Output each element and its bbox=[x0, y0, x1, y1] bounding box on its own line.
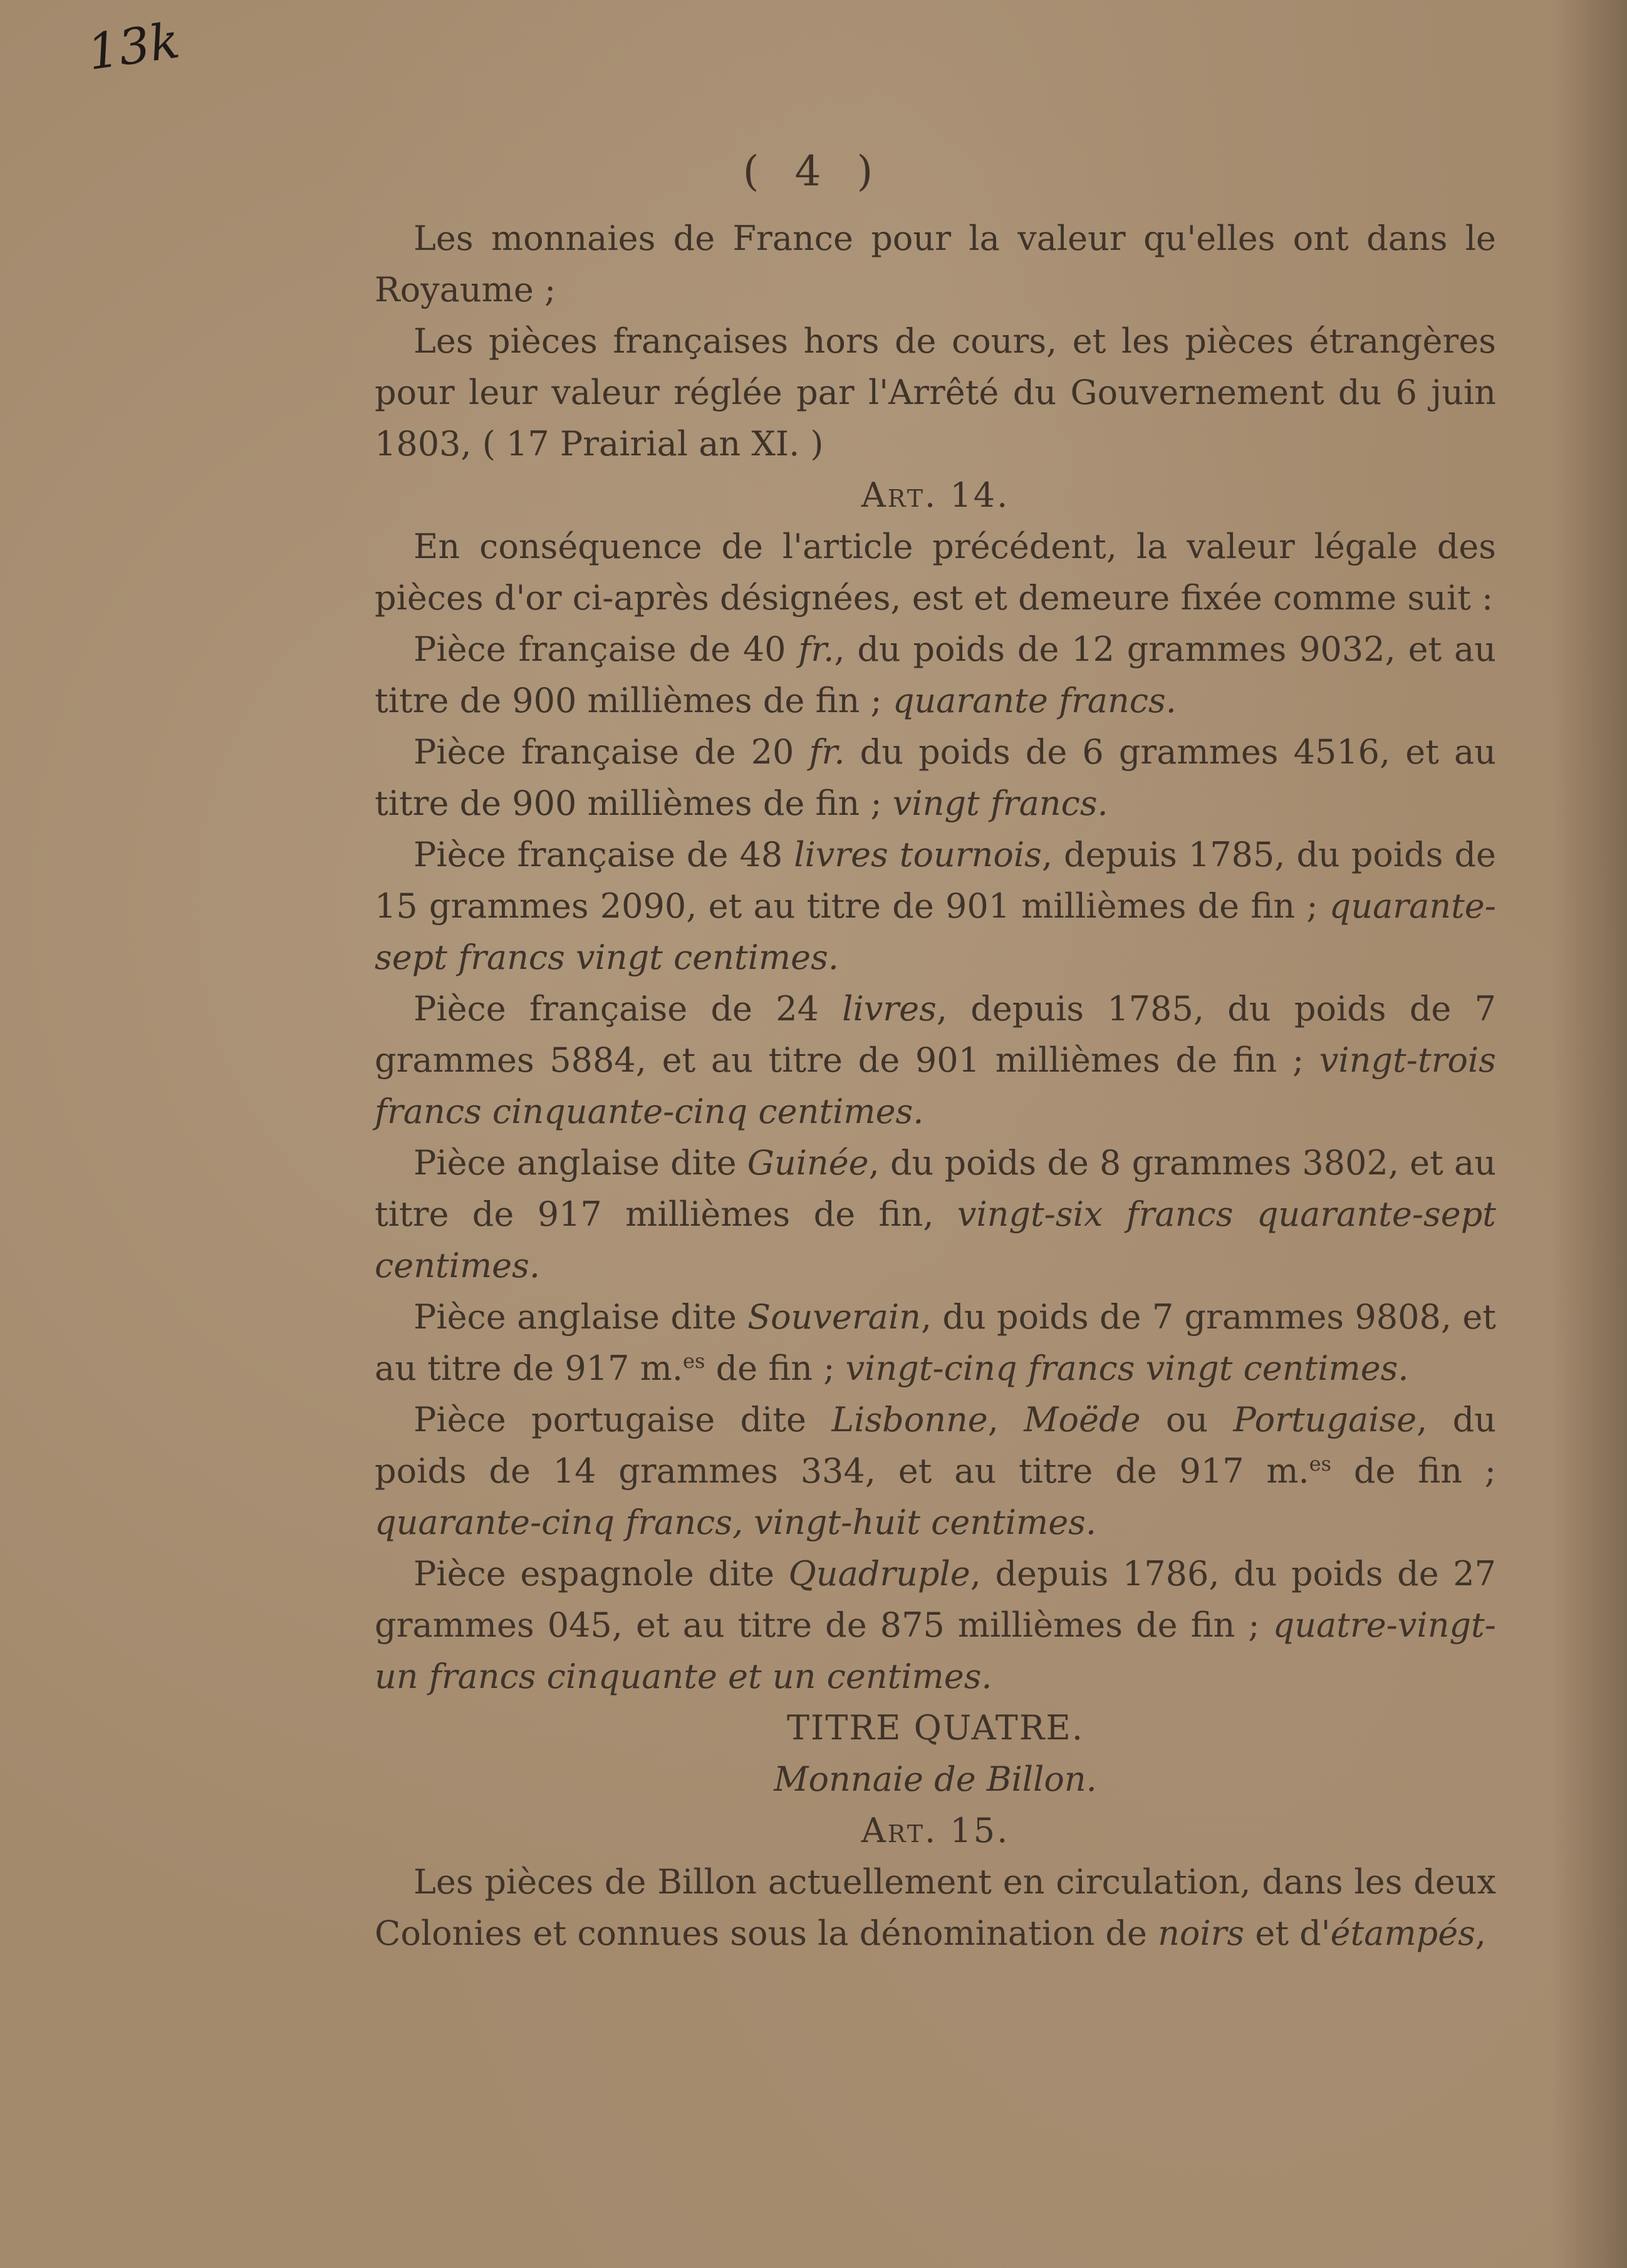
paragraph-piece-48-livres: Pièce française de 48 livres tournois, depuis 1785, du poids de 15 grammes 2090, et au titre de 901 millièmes de fin ; quarante-sept francs vingt centimes. bbox=[375, 835, 1496, 977]
title-quatre-heading: TITRE QUATRE. bbox=[786, 1708, 1084, 1748]
paragraph-piece-40-fr: Pièce française de 40 fr., du poids de 12 grammes 9032, et au titre de 900 millièmes de fin ; quarante francs. bbox=[375, 629, 1497, 720]
page-edge-shadow bbox=[1552, 0, 1627, 2268]
paragraph-quadruple: Pièce espagnole dite Quadruple, depuis 1786, du poids de 27 grammes 045, et au titre de 875 millièmes de fin ; quatre-vingt-un francs cinquante et un centimes. bbox=[375, 1554, 1496, 1696]
paragraph-piece-20-fr: Pièce française de 20 fr. du poids de 6 grammes 4516, et au titre de 900 millièmes de fin ; vingt francs. bbox=[375, 732, 1496, 823]
article-15-heading: Art. 15. bbox=[861, 1811, 1010, 1850]
paragraph-piece-24-livres: Pièce française de 24 livres, depuis 1785, du poids de 7 grammes 5884, et au titre de 901 millièmes de fin ; vingt-trois francs cinquante-cinq centimes. bbox=[375, 989, 1497, 1131]
page-number: ( 4 ) bbox=[742, 147, 885, 195]
paragraph-pieces-hors-cours: Les pièces françaises hors de cours, et les pièces étrangères pour leur valeur réglée par l'Arrêté du Gouvernement du 6 juin 1803, ( 17 Prairial an XI. ) bbox=[375, 321, 1496, 463]
monnaie-billon-subtitle: Monnaie de Billon. bbox=[774, 1759, 1097, 1799]
paragraph-souverain: Pièce anglaise dite Souverain, du poids de 7 grammes 9808, et au titre de 917 m.$^{es}$ de fin ; vingt-cinq francs vingt centimes. bbox=[375, 1297, 1496, 1388]
paragraph-guinee: Pièce anglaise dite Guinée, du poids de 8 grammes 3802, et au titre de 917 millièmes de fin, vingt-six francs quarante-sept centimes. bbox=[375, 1143, 1496, 1285]
paragraph-consequence: En conséquence de l'article précédent, la valeur légale des pièces d'or ci-après désignées, est et demeure fixée comme suit : bbox=[375, 527, 1496, 618]
paragraph-pieces-billon: Les pièces de Billon actuellement en circulation, dans les deux Colonies et connues sous la dénomination de noirs et d'étampés, bbox=[375, 1862, 1496, 1953]
paragraph-lisbonne: Pièce portugaise dite Lisbonne, Moëde ou Portugaise, du poids de 14 grammes 334, et au titre de 917 m.$^{es}$ de fin ; quarante-cinq francs, vingt-huit centimes. bbox=[375, 1400, 1496, 1542]
handwritten-page-note: 13k bbox=[84, 13, 184, 81]
article-14-heading: Art. 14. bbox=[861, 475, 1010, 515]
document-body bbox=[375, 213, 1496, 1959]
paragraph-monnaies-france: Les monnaies de France pour la valeur qu'elles ont dans le Royaume ; bbox=[375, 219, 1496, 309]
